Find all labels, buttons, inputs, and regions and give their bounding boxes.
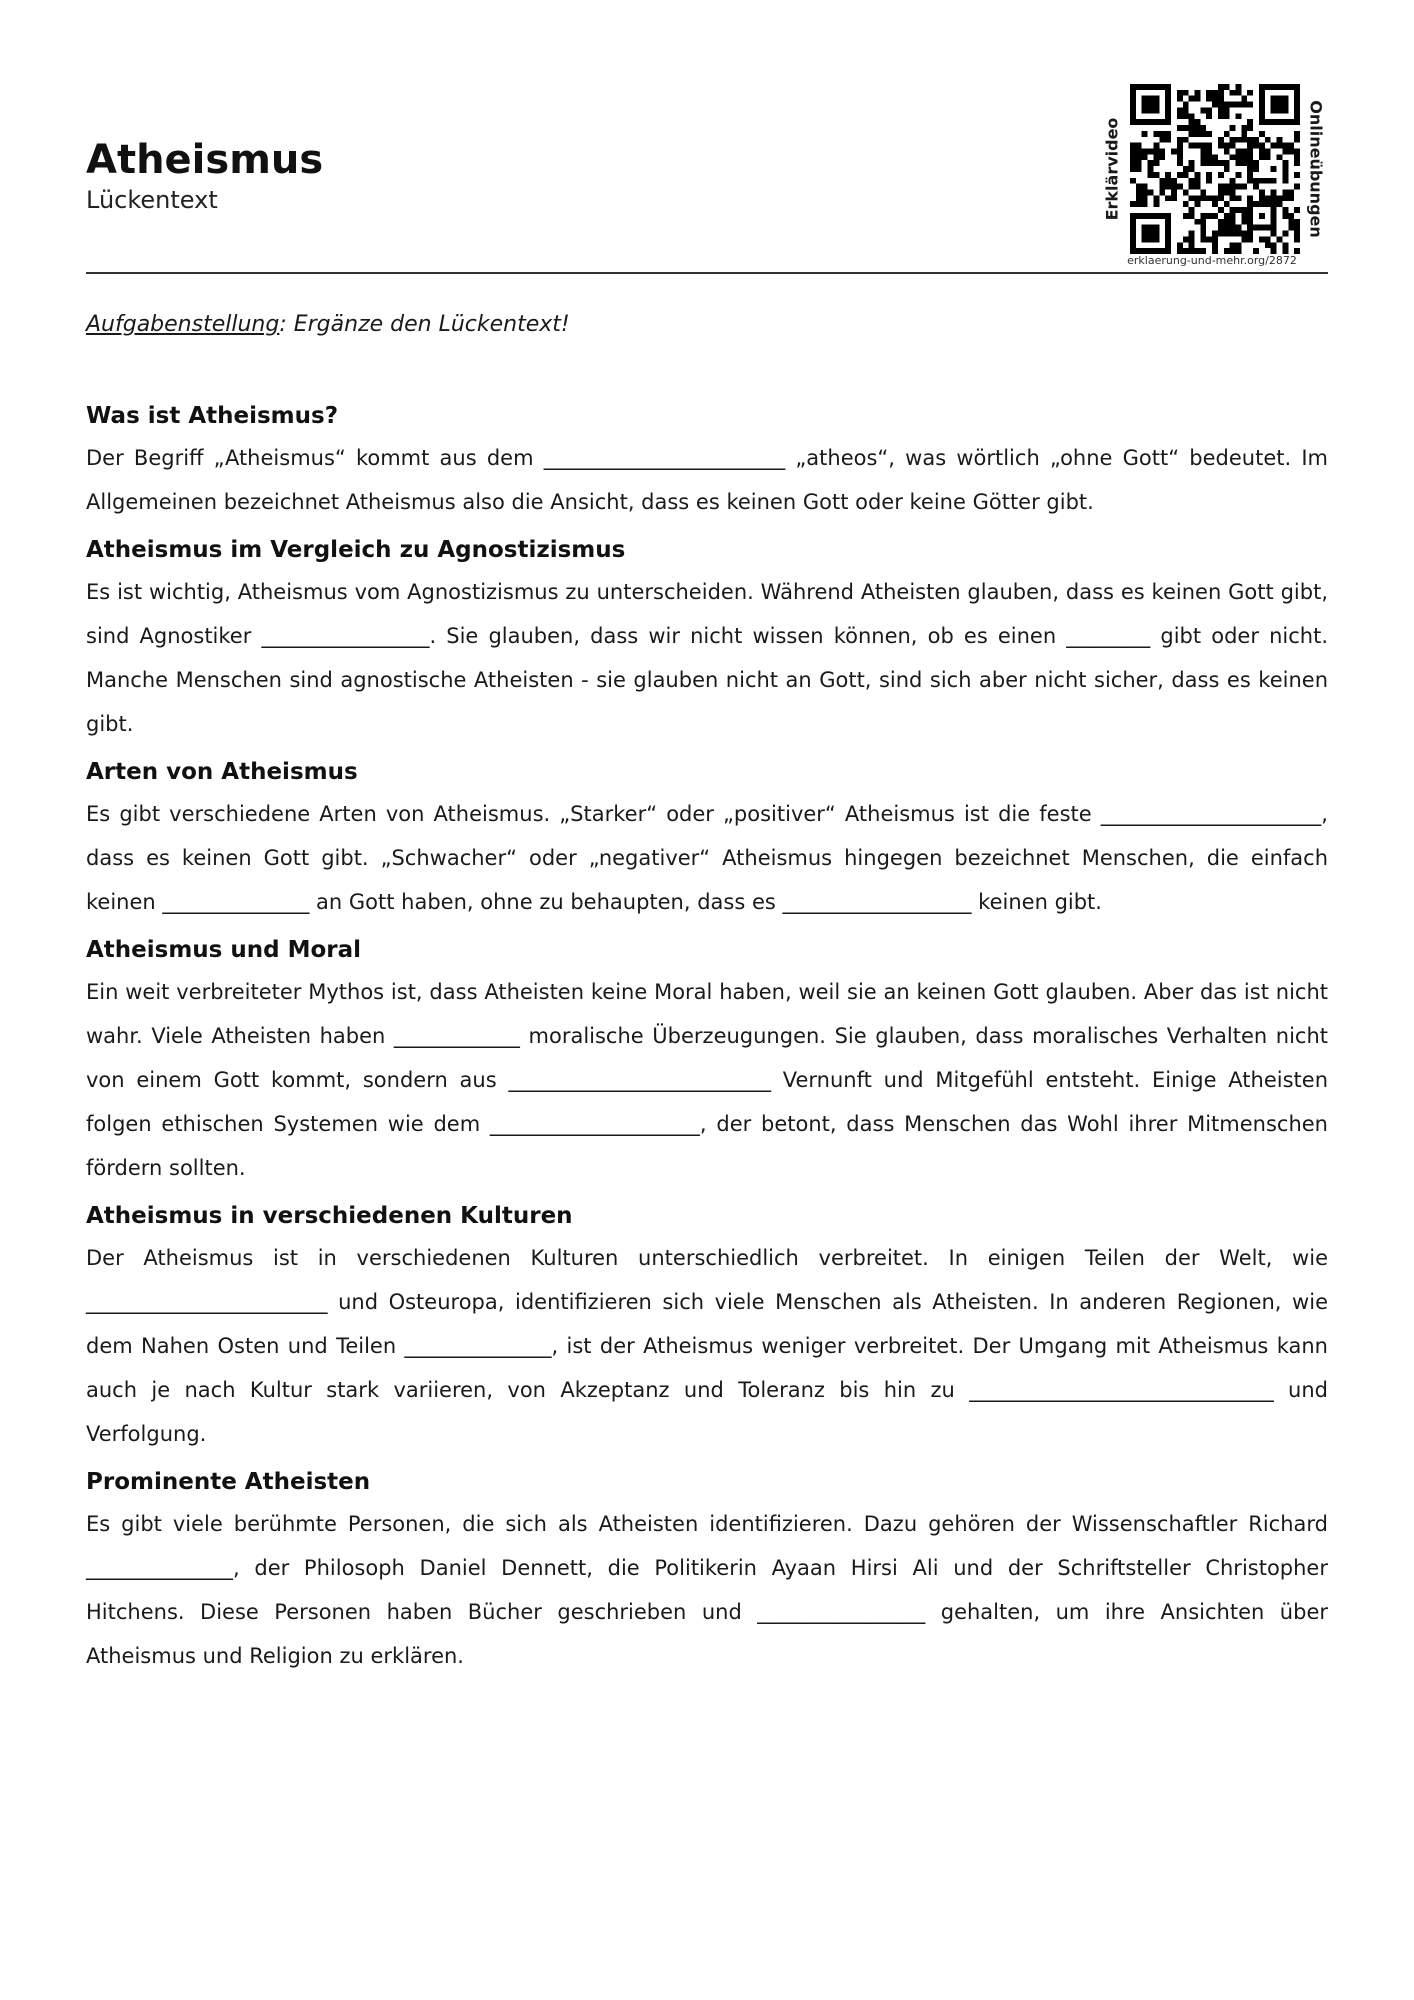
qr-url[interactable]: erklaerung-und-mehr.org/2872	[1127, 254, 1297, 267]
section-arten	[86, 752, 1328, 924]
section-kulturen	[86, 1196, 1328, 1456]
section-text: Es gibt viele berühmte Personen, die sich als Atheisten identifizieren. Dazu gehören der Wissenschaftler Richard ______________, der Philosoph Daniel Dennett, die Politikerin Ayaan Hirsi Ali und der Schriftsteller Christopher Hitchens. Diese Personen haben Bücher geschrieben und ________________ gehalten, um ihre Ansichten über Atheismus und Religion zu erklären.	[86, 1512, 1328, 1668]
section-heading: Atheismus in verschiedenen Kulturen	[86, 1203, 573, 1229]
qr-left-label: Erklärvideo	[1102, 117, 1122, 221]
section-was-ist-atheismus	[86, 396, 1328, 524]
section-heading: Was ist Atheismus?	[86, 403, 339, 429]
page-subtitle: Lückentext	[86, 186, 218, 214]
task-instruction	[86, 309, 570, 341]
section-prominente	[86, 1462, 1328, 1678]
header	[86, 136, 323, 216]
section-heading: Prominente Atheisten	[86, 1469, 371, 1495]
task-label: Aufgabenstellung	[86, 312, 280, 337]
task-text: : Ergänze den Lückentext!	[279, 312, 570, 337]
section-text: Der Atheismus ist in verschiedenen Kulturen unterschiedlich verbreitet. In einigen Teilen der Welt, wie _______________________ und Osteuropa, identifizieren sich viele Menschen als Atheisten. In anderen Regionen, wie dem Nahen Osten und Teilen ______________, ist der Atheismus weniger verbreitet. Der Umgang mit Atheismus kann auch je nach Kultur stark variieren, von Akzeptanz und Toleranz bis hin zu _____________________________ und Verfolgung.	[86, 1246, 1328, 1446]
section-heading: Atheismus im Vergleich zu Agnostizismus	[86, 537, 626, 563]
section-text: Der Begriff „Atheismus“ kommt aus dem _______________________ „atheos“, was wörtlich „ohne Gott“ bedeutet. Im Allgemeinen bezeichnet Atheismus also die Ansicht, dass es keinen Gott oder keine Götter gibt.	[86, 446, 1328, 514]
section-moral	[86, 930, 1328, 1190]
content	[86, 396, 1328, 1684]
section-text: Ein weit verbreiteter Mythos ist, dass Atheisten keine Moral haben, weil sie an keinen Gott glauben. Aber das ist nicht wahr. Viele Atheisten haben ____________ moralische Überzeugungen. Sie glauben, dass moralisches Verhalten nicht von einem Gott kommt, sondern aus _________________________ Vernunft und Mitgefühl entsteht. Einige Atheisten folgen ethischen Systemen wie dem ____________________, der betont, dass Menschen das Wohl ihrer Mitmenschen fördern sollten.	[86, 980, 1328, 1180]
page-title: Atheismus	[86, 137, 324, 183]
qr-block	[1092, 82, 1332, 270]
header-divider	[86, 272, 1328, 274]
qr-right-label: Onlineübungen	[1306, 100, 1326, 238]
qr-code-icon[interactable]	[1130, 84, 1300, 254]
section-agnostizismus	[86, 530, 1328, 746]
section-text: Es ist wichtig, Atheismus vom Agnostizismus zu unterscheiden. Während Atheisten glauben, dass es keinen Gott gibt, sind Agnostiker ________________. Sie glauben, dass wir nicht wissen können, ob es einen ________ gibt oder nicht. Manche Menschen sind agnostische Atheisten - sie glauben nicht an Gott, sind sich aber nicht sicher, dass es keinen gibt.	[86, 580, 1328, 736]
section-text: Es gibt verschiedene Arten von Atheismus. „Starker“ oder „positiver“ Atheismus ist die feste _____________________, dass es keinen Gott gibt. „Schwacher“ oder „negativer“ Atheismus hingegen bezeichnet Menschen, die einfach keinen ______________ an Gott haben, ohne zu behaupten, dass es __________________ keinen gibt.	[86, 802, 1328, 914]
section-heading: Arten von Atheismus	[86, 759, 358, 785]
section-heading: Atheismus und Moral	[86, 937, 362, 963]
